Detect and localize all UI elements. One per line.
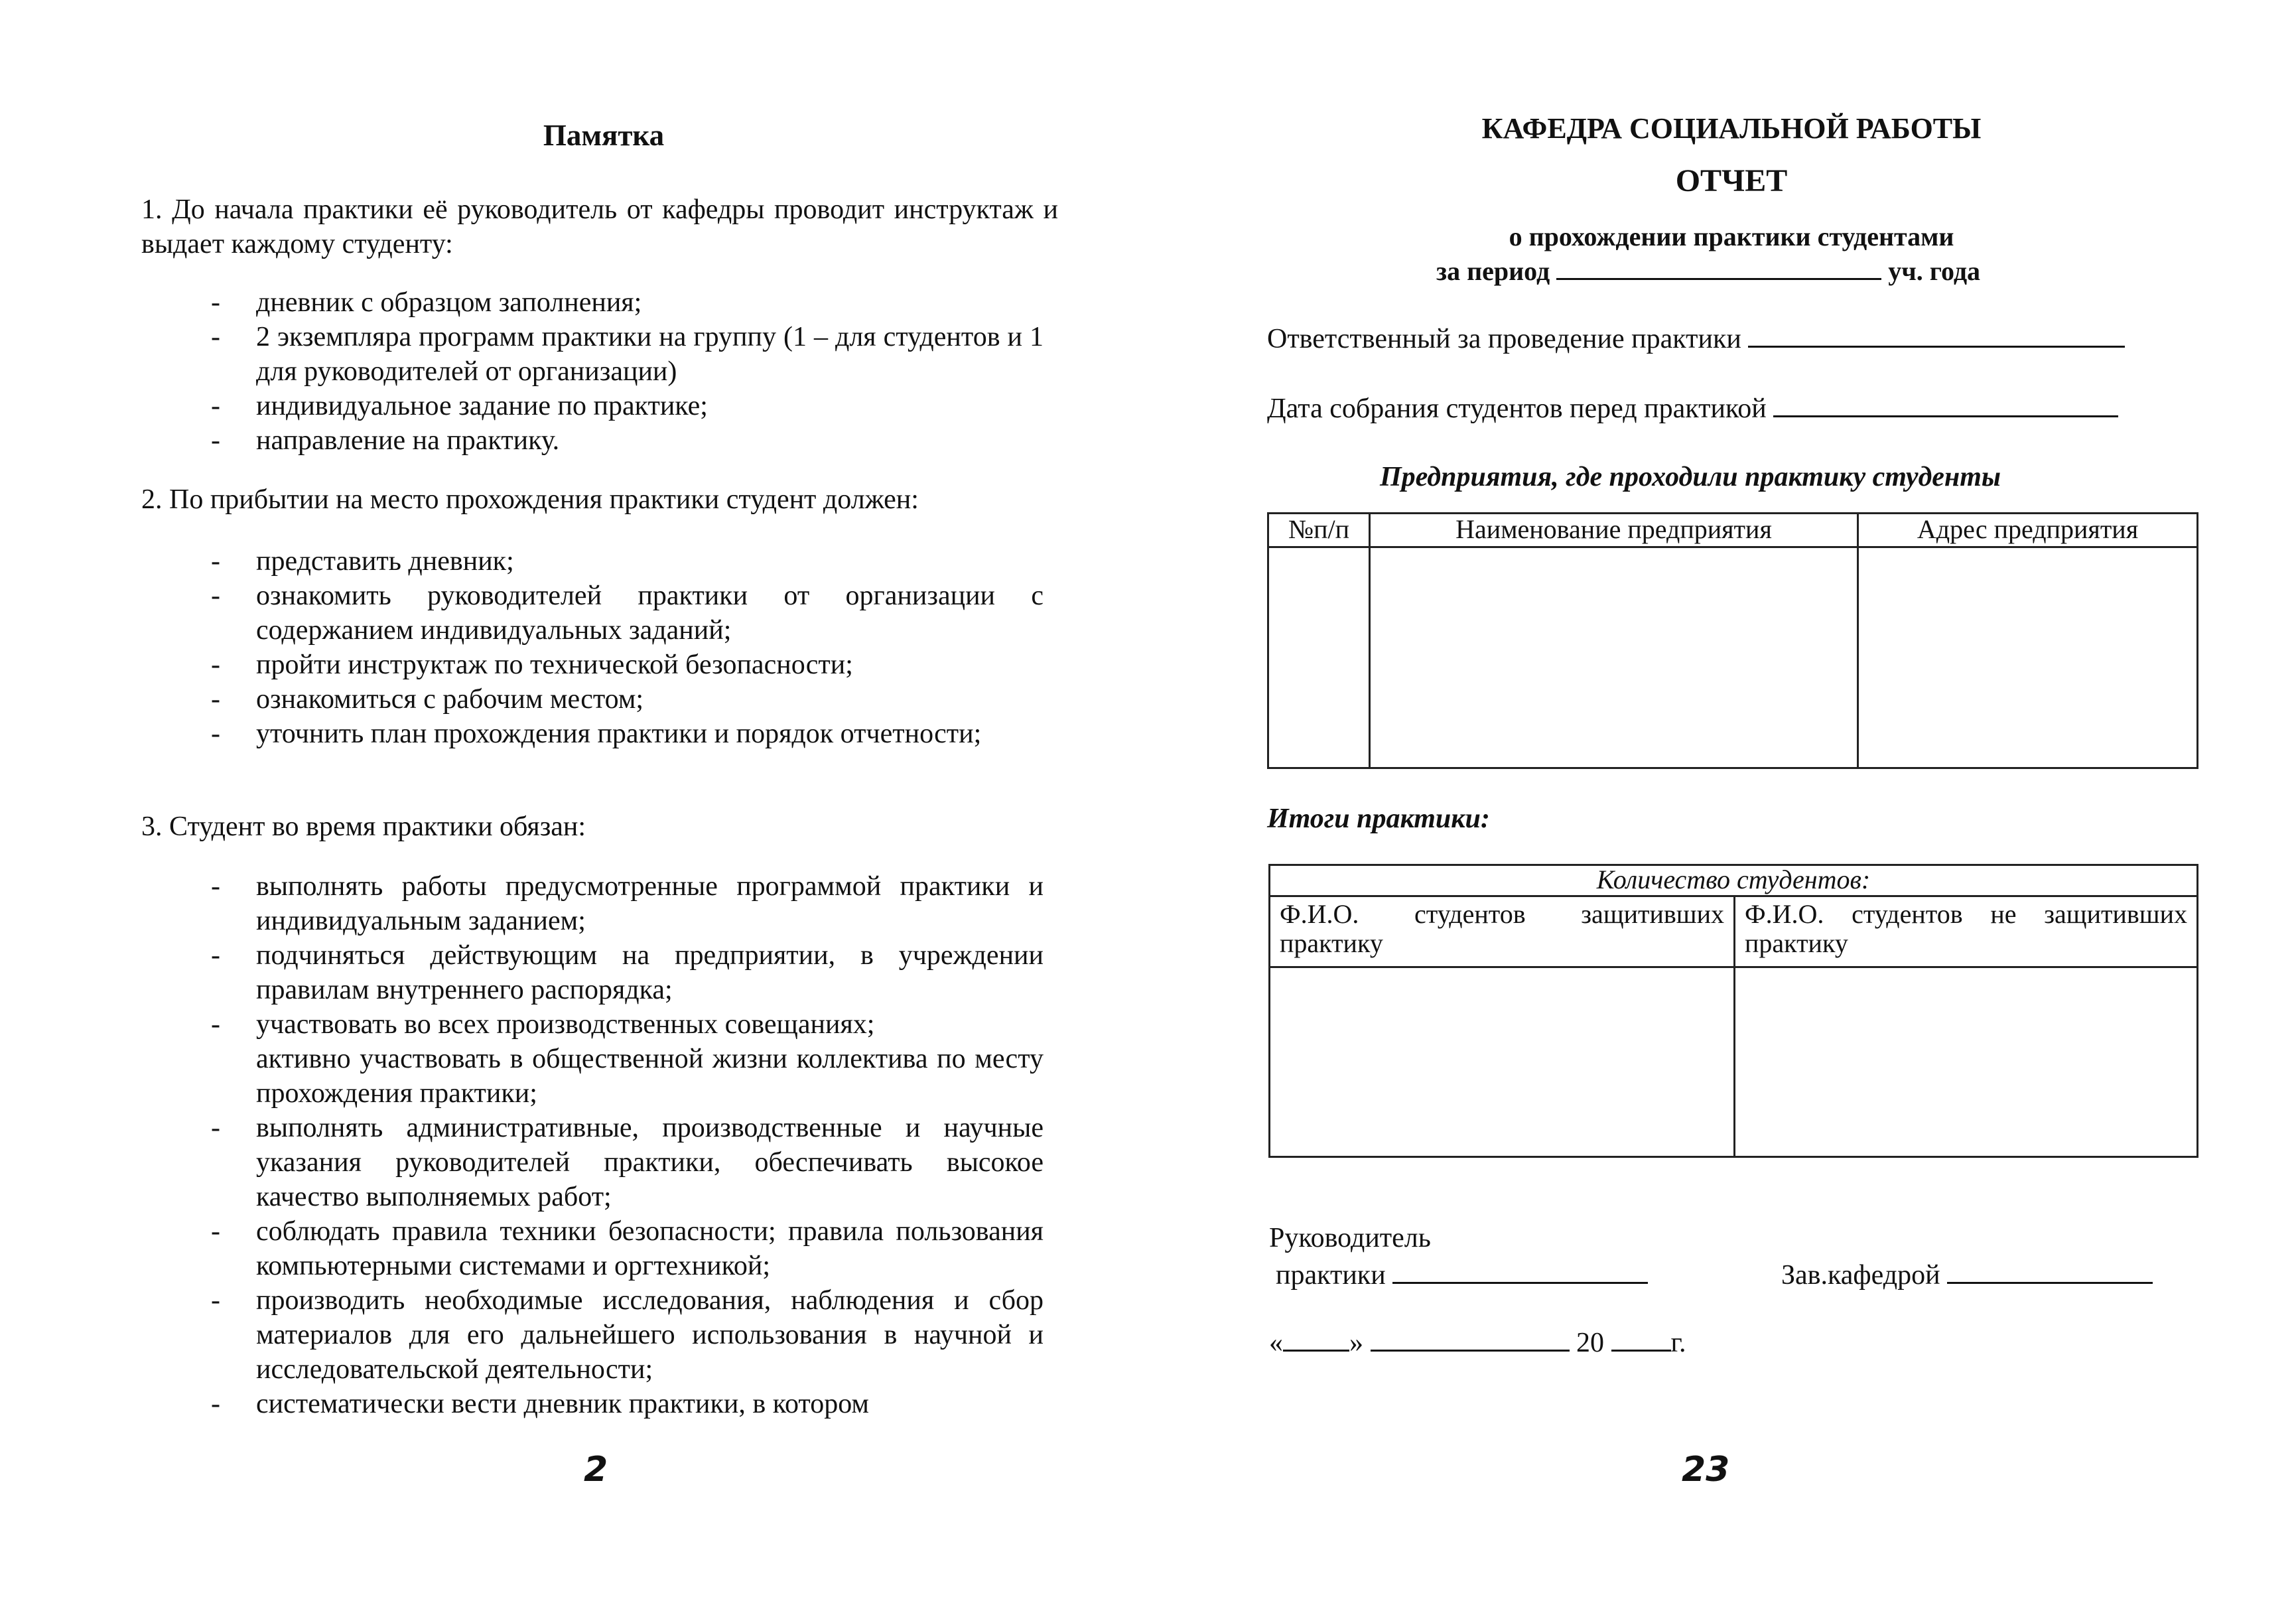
date-line [1269, 1326, 1686, 1359]
list-item-text: систематически вести дневник практики, в котором [256, 1389, 869, 1419]
meeting-date-label: Дата собрания студентов перед практикой [1267, 393, 1767, 424]
list-item-text: активно участвовать в общественной жизни коллектива по месту прохождения практики; [256, 1044, 1044, 1109]
dash-bullet: - [211, 546, 220, 577]
not-defended-cell[interactable] [1735, 967, 2198, 1157]
period-blank[interactable] [1556, 254, 1881, 280]
list-item-text: участвовать во всех производственных совещаниях; [256, 1009, 875, 1040]
right-page [1148, 0, 2296, 1611]
memo-title: Памятка [543, 119, 665, 152]
responsible-blank[interactable] [1748, 322, 2125, 348]
list-item [211, 285, 1044, 320]
results-table [1268, 864, 2198, 1158]
results-header-row [1270, 896, 2198, 967]
head-signature-blank[interactable] [1947, 1258, 2153, 1284]
supervisor-line [1276, 1258, 1648, 1291]
dash-bullet: - [211, 425, 220, 456]
address-cell[interactable] [1858, 547, 2198, 768]
report-subtitle: о прохождении практики студентами [1509, 222, 1954, 251]
list-item [211, 717, 1044, 751]
list-item [211, 1111, 1044, 1214]
list-item [211, 1007, 1044, 1042]
month-blank[interactable] [1371, 1326, 1570, 1352]
section2-list [211, 544, 1044, 751]
enterprises-table [1267, 512, 2198, 769]
period-line [1436, 254, 1980, 287]
list-item [211, 320, 1044, 389]
list-item [211, 1283, 1044, 1387]
page-number-right: 23 [1682, 1450, 1730, 1490]
list-item-text: подчиняться действующим на предприятии, в учреждении правилам внутреннего распорядка; [256, 940, 1044, 1005]
report-title: ОТЧЕТ [1675, 163, 1788, 198]
dash-bullet: - [211, 581, 220, 611]
supervisor-signature-blank[interactable] [1392, 1258, 1648, 1284]
dash-bullet: - [211, 1216, 220, 1247]
meeting-date-blank[interactable] [1773, 391, 2118, 417]
list-item [211, 1042, 1044, 1111]
date-suffix: г. [1670, 1328, 1686, 1358]
head-line [1781, 1258, 2153, 1291]
responsible-line [1267, 322, 2125, 355]
dash-bullet: - [211, 871, 220, 902]
period-label: за период [1436, 256, 1550, 286]
dash-bullet: - [211, 940, 220, 971]
defended-header: Ф.И.О. студентов защитивших практику [1270, 896, 1735, 967]
enterprises-header-row [1268, 514, 2198, 547]
students-count-caption: Количество студентов: [1270, 865, 2198, 896]
list-item [211, 869, 1044, 938]
meeting-date-line [1267, 391, 2118, 425]
dash-bullet: - [211, 1113, 220, 1143]
section2-intro: 2. По прибытии на место прохождения практики студент должен: [141, 484, 919, 515]
results-body-row [1270, 967, 2198, 1157]
list-item-text: уточнить план прохождения практики и порядок отчетности; [256, 719, 982, 749]
list-item-text: направление на практику. [256, 425, 560, 456]
dash-bullet: - [211, 650, 220, 680]
list-item-text: производить необходимые исследования, наблюдения и сбор материалов для его дальнейшего использования в научной и исследовательской деятельности; [256, 1285, 1044, 1385]
list-item [211, 389, 1044, 423]
dash-bullet: - [211, 1285, 220, 1316]
list-item-text: представить дневник; [256, 546, 514, 577]
date-close-quote: » [1349, 1328, 1363, 1358]
results-caption-row [1270, 865, 2198, 896]
list-item [211, 682, 1044, 717]
dash-bullet: - [211, 684, 220, 715]
dash-bullet: - [211, 1009, 220, 1040]
year-blank[interactable] [1611, 1326, 1671, 1352]
dash-bullet: - [211, 719, 220, 749]
list-item-text: дневник с образцом заполнения; [256, 287, 642, 318]
list-item-text: выполнять работы предусмотренные программой практики и индивидуальным заданием; [256, 871, 1044, 936]
date-open-quote: « [1269, 1328, 1283, 1358]
period-suffix: уч. года [1888, 256, 1981, 286]
col-number-header: №п/п [1268, 514, 1370, 547]
section1-list [211, 285, 1044, 458]
name-cell[interactable] [1370, 547, 1858, 768]
list-item-text: ознакомиться с рабочим местом; [256, 684, 644, 715]
list-item [211, 938, 1044, 1007]
list-item-text: выполнять административные, производственные и научные указания руководителей практики, обеспечивать высокое качество выполняемых работ; [256, 1113, 1044, 1212]
col-address-header: Адрес предприятия [1858, 514, 2198, 547]
supervisor-label-1: Руководитель [1269, 1223, 1431, 1253]
year-prefix: 20 [1576, 1328, 1604, 1358]
list-item [211, 1214, 1044, 1283]
defended-cell[interactable] [1270, 967, 1735, 1157]
department-name: КАФЕДРА СОЦИАЛЬНОЙ РАБОТЫ [1481, 112, 1982, 145]
list-item-text: соблюдать правила техники безопасности; правила пользования компьютерными системами и оргтехникой; [256, 1216, 1044, 1281]
list-item-text: 2 экземпляра программ практики на группу (1 – для студентов и 1 для руководителей от организации) [256, 322, 1044, 387]
not-defended-header: Ф.И.О. студентов не защитивших практику [1735, 896, 2198, 967]
list-item [211, 423, 1044, 458]
enterprises-body-row [1268, 547, 2198, 768]
section1-intro: 1. До начала практики её руководитель от кафедры проводит инструктаж и выдает каждому студенту: [141, 194, 1058, 259]
col-name-header: Наименование предприятия [1370, 514, 1858, 547]
supervisor-label-2: практики [1276, 1260, 1386, 1291]
dash-bullet: - [211, 1389, 220, 1419]
enterprises-heading: Предприятия, где проходили практику студенты [1380, 462, 2001, 492]
head-label: Зав.кафедрой [1781, 1260, 1940, 1291]
results-heading: Итоги практики: [1267, 804, 1490, 834]
dash-bullet: - [211, 322, 220, 352]
list-item-text: индивидуальное задание по практике; [256, 391, 708, 421]
dash-bullet: - [211, 287, 220, 318]
dash-bullet: - [211, 391, 220, 421]
section3-intro: 3. Студент во время практики обязан: [141, 811, 586, 842]
day-blank[interactable] [1283, 1326, 1349, 1352]
list-item [211, 648, 1044, 682]
list-item [211, 579, 1044, 648]
list-item [211, 1387, 1044, 1421]
number-cell[interactable] [1268, 547, 1370, 768]
section3-list [211, 869, 1044, 1421]
list-item [211, 544, 1044, 579]
list-item-text: пройти инструктаж по технической безопасности; [256, 650, 853, 680]
page-number-left: 2 [584, 1450, 608, 1490]
responsible-label: Ответственный за проведение практики [1267, 324, 1741, 354]
list-item-text: ознакомить руководителей практики от организации с содержанием индивидуальных заданий; [256, 581, 1044, 646]
